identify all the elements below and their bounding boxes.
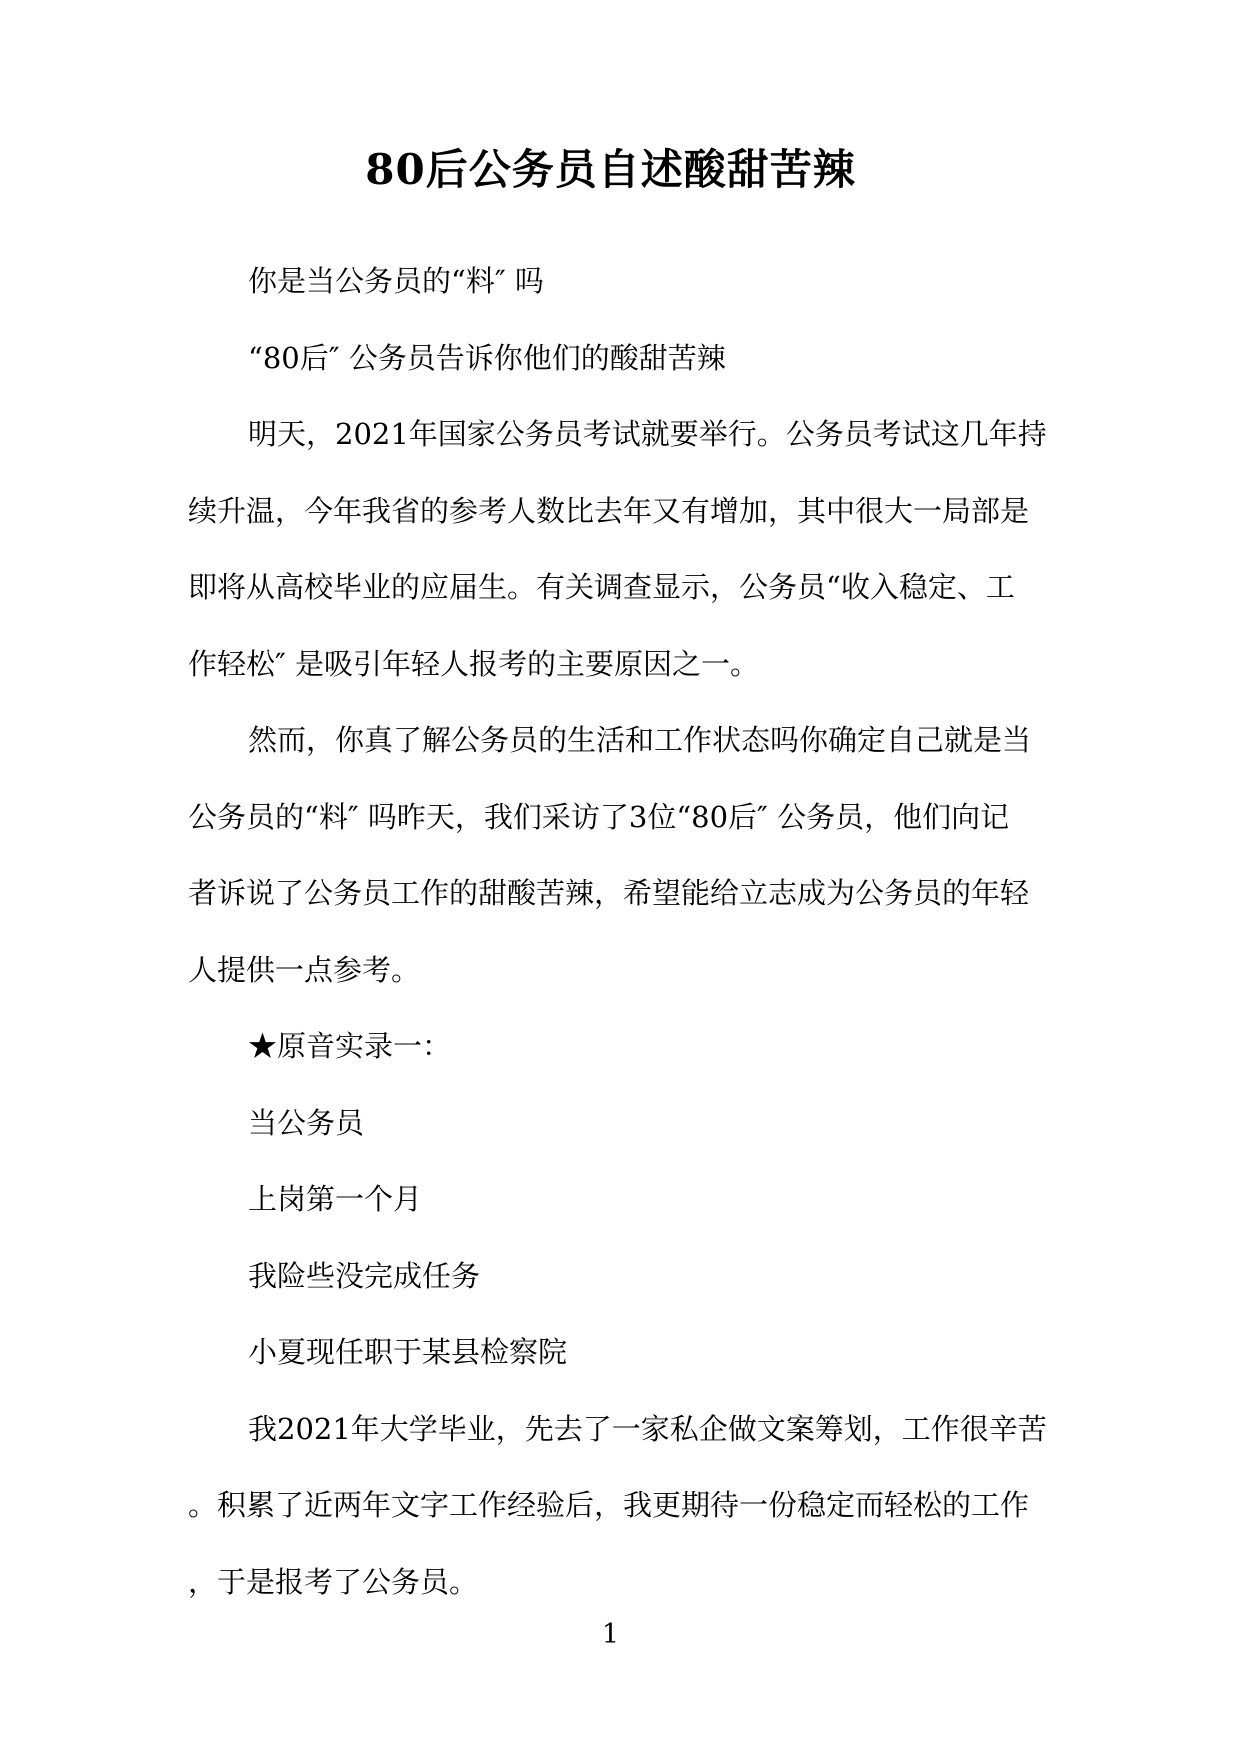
- text-line: 即将从高校毕业的应届生。有关调查显示，公务员“收入稳定、工: [188, 570, 1015, 604]
- text-line: 我险些没完成任务: [248, 1258, 481, 1293]
- paragraph: [188, 320, 1033, 397]
- text-line: 你是当公务员的“料″ 吗: [248, 264, 544, 298]
- text-line: 作轻松″ 是吸引年轻人报考的主要原因之一。: [188, 646, 760, 681]
- paragraph: [188, 243, 1033, 320]
- text-line: 续升温，今年我省的参考人数比去年又有增加，其中很大一局部是: [188, 493, 1030, 528]
- paragraph: [188, 1008, 1033, 1085]
- text-line: ★原音实录一：: [248, 1029, 452, 1063]
- paragraph: [188, 396, 1047, 702]
- text-line: ，于是报考了公务员。: [188, 1564, 479, 1599]
- paragraph: [188, 1314, 1033, 1391]
- text-line: 公务员的“料″ 吗昨天，我们采访了3位“80后″ 公务员，他们向记: [188, 799, 1010, 834]
- text-line: 我2021年大学毕业，先去了一家私企做文案筹划，工作很辛苦: [248, 1411, 1047, 1446]
- text-line: 小夏现任职于某县检察院: [248, 1335, 568, 1369]
- text-line: 人提供一点参考。: [188, 952, 421, 987]
- text-line: 上岗第一个月: [248, 1182, 423, 1216]
- paragraph: [188, 702, 1033, 1008]
- text-line: 。积累了近两年文字工作经验后，我更期待一份稳定而轻松的工作: [188, 1488, 1030, 1522]
- text-line: 者诉说了公务员工作的甜酸苦辣，希望能给立志成为公务员的年轻: [188, 876, 1030, 910]
- text-line: “80后″ 公务员告诉你他们的酸甜苦辣: [248, 340, 726, 375]
- document-title: 80后公务员自述酸甜苦辣: [365, 145, 856, 194]
- text-line: 当公务员: [248, 1105, 365, 1140]
- paragraph: [188, 1238, 1033, 1315]
- document-body: [188, 243, 1047, 1620]
- paragraph: [188, 1085, 1033, 1162]
- paragraph: [188, 1161, 1033, 1238]
- text-line: 然而，你真了解公务员的生活和工作状态吗你确定自己就是当: [248, 723, 1032, 757]
- paragraph: [188, 1391, 1047, 1621]
- page-number: 1: [601, 1619, 620, 1650]
- text-line: 明天，2021年国家公务员考试就要举行。公务员考试这几年持: [248, 417, 1047, 451]
